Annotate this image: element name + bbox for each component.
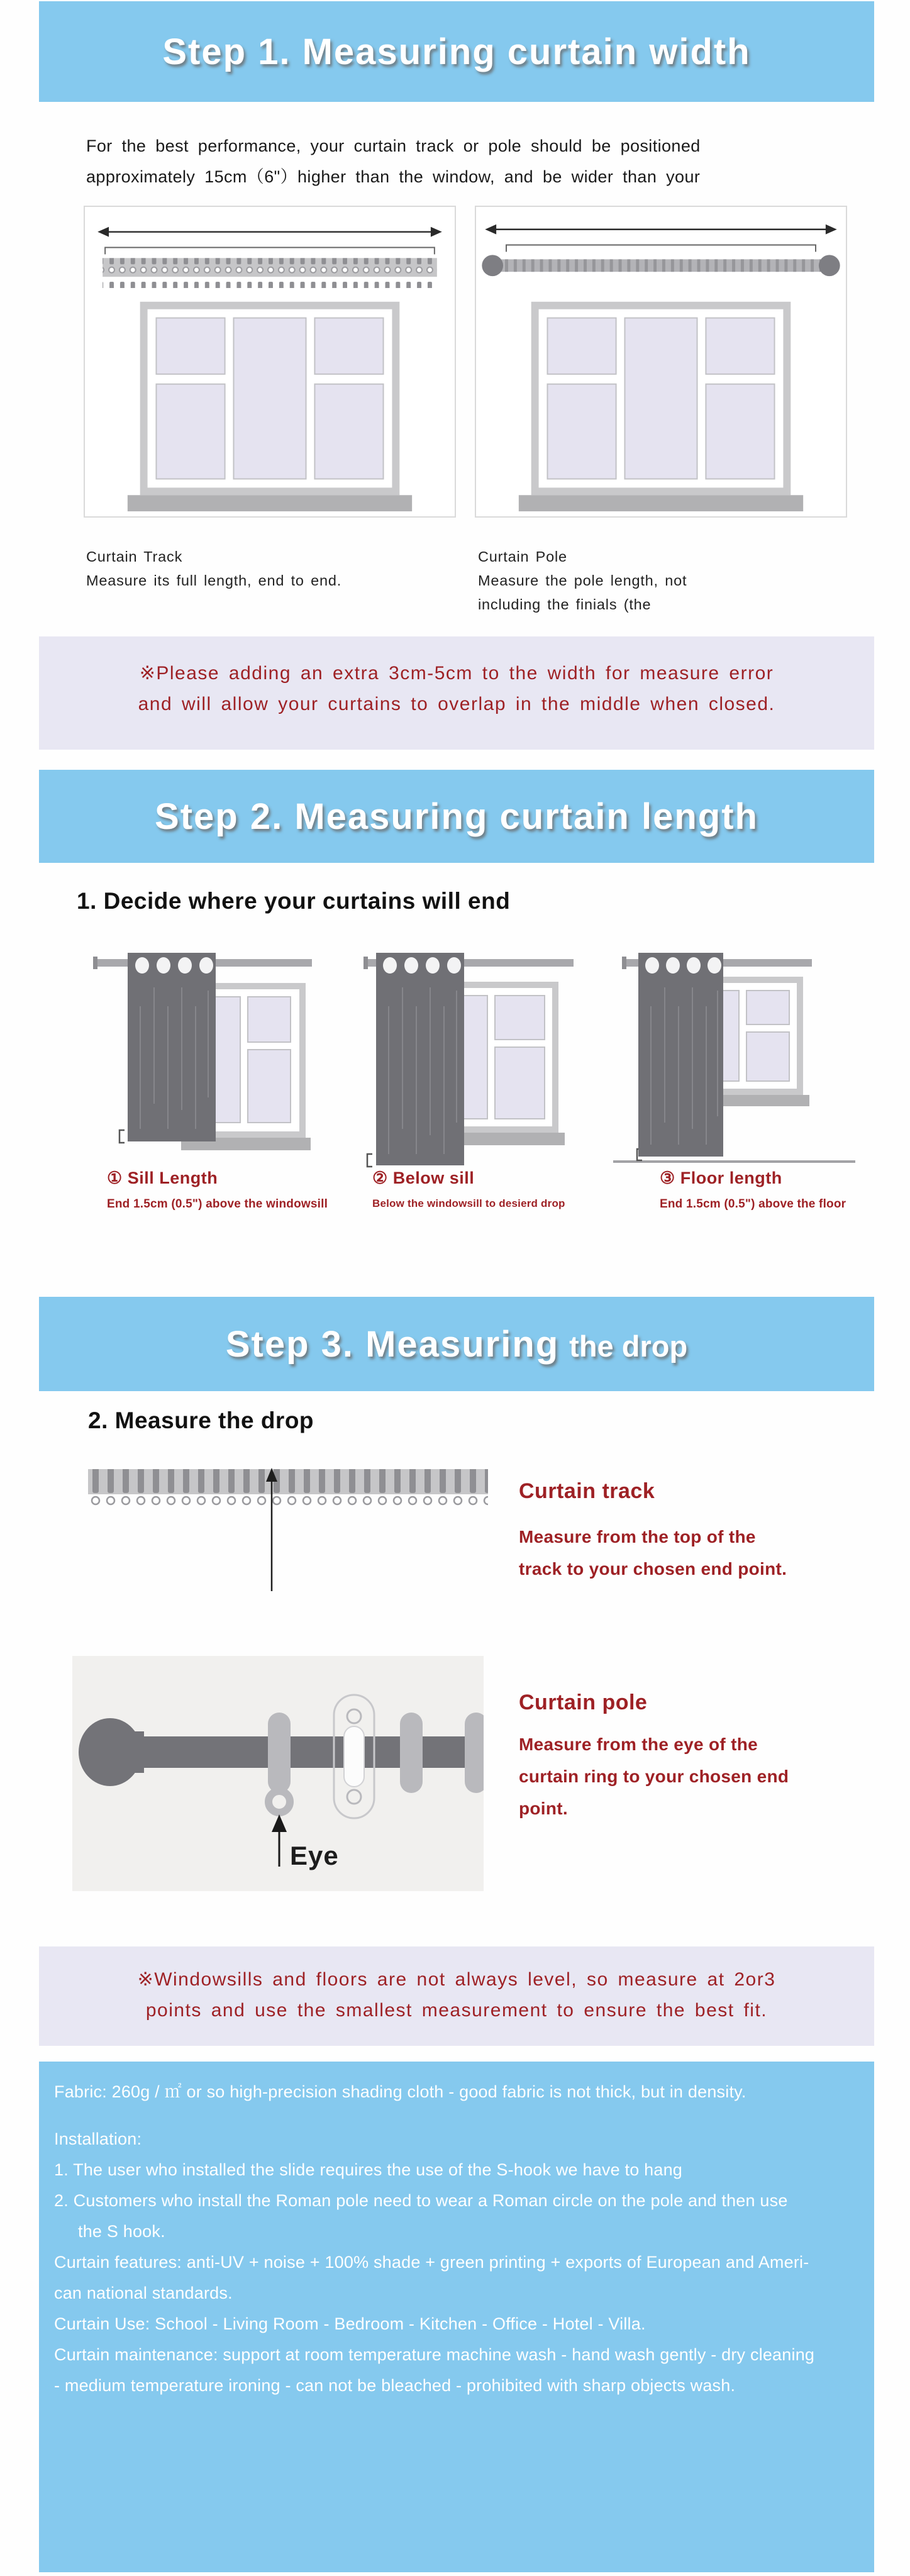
detail-maintenance: Curtain maintenance: support at room temperature machine wash - hand wash gently - dry cleaning <box>54 2345 815 2364</box>
curtain-pole-caption <box>478 545 687 616</box>
track-drop-illustration <box>88 1465 488 1597</box>
step1-intro <box>86 131 872 192</box>
detail-use: Curtain Use: School - Living Room - Bedroom - Kitchen - Office - Hotel - Villa. <box>54 2314 646 2333</box>
step1-banner <box>39 1 874 102</box>
detail-fabric: Fabric: 260g / ㎡ or so high-precision shading cloth - good fabric is not thick, but in density. <box>54 2082 746 2101</box>
step3-title-sub: the drop <box>569 1329 688 1363</box>
width-note-line1: ※Please adding an extra 3cm-5cm to the width for measure error <box>139 663 774 684</box>
level-note-line1: ※Windowsills and floors are not always level, so measure at 2or3 <box>137 1969 776 1990</box>
step2-banner <box>39 770 874 863</box>
curtain-pole-caption-title: Curtain Pole <box>478 548 567 565</box>
curtain-track-caption-desc: Measure its full length, end to end. <box>86 572 342 589</box>
curtain-track-title: Curtain track <box>519 1479 655 1503</box>
track-desc-line1: Measure from the top of the <box>519 1527 756 1546</box>
window-with-track-illustration <box>85 207 455 516</box>
below-sill-label: ② Below sill <box>372 1169 475 1187</box>
level-note-line2: points and use the smallest measurement to ensure the best fit. <box>145 2000 768 2021</box>
intro-line-1: For the best performance, your curtain track or pole should be positioned <box>86 136 701 155</box>
pole-desc-line1: Measure from the eye of the <box>519 1735 758 1754</box>
curtain-track-desc <box>519 1521 787 1585</box>
below-sill-desc: Below the windowsill to desierd drop <box>372 1197 565 1209</box>
curtain-pole-caption-desc2: including the finials (the <box>478 596 652 613</box>
step3-banner <box>39 1297 874 1391</box>
detail-installation-2: 2. Customers who install the Roman pole need to wear a Roman circle on the pole and then use <box>54 2191 788 2210</box>
sill-length-desc: End 1.5cm (0.5") above the windowsill <box>107 1197 328 1211</box>
curtain-pole-diagram-box <box>475 206 847 518</box>
track-drop-diagram <box>88 1465 488 1597</box>
curtain-pole-caption-desc1: Measure the pole length, not <box>478 572 687 589</box>
below-sill-illustration <box>363 947 580 1168</box>
curtain-pole-title: Curtain pole <box>519 1690 648 1714</box>
sill-length-label: ① Sill Length <box>107 1169 218 1187</box>
below-sill-diagram <box>363 947 580 1168</box>
floor-length-label: ③ Floor length <box>660 1169 782 1187</box>
detail-features-cont: can national standards. <box>54 2284 233 2302</box>
step1-title: Step 1. Measuring curtain width <box>162 31 751 72</box>
step2-title: Step 2. Measuring curtain length <box>155 796 758 837</box>
window-with-pole-illustration <box>476 207 846 516</box>
intro-line-2: approximately 15cm（6"）higher than the window, and be wider than your <box>86 167 701 186</box>
detail-installation-2b: the S hook. <box>78 2222 165 2241</box>
detail-installation-1: 1. The user who installed the slide requires the use of the S-hook we have to hang <box>54 2160 683 2179</box>
step3-title-main: Step 3. Measuring <box>225 1323 560 1365</box>
step2-heading: 1. Decide where your curtains will end <box>77 888 511 914</box>
track-desc-line2: track to your chosen end point. <box>519 1559 787 1579</box>
level-measure-note <box>39 1946 874 2046</box>
detail-features: Curtain features: anti-UV + noise + 100% shade + green printing + exports of European and Ameri- <box>54 2253 809 2272</box>
step3-heading: 2. Measure the drop <box>88 1407 314 1433</box>
curtain-track-caption-title: Curtain Track <box>86 548 183 565</box>
width-measure-note <box>39 636 874 750</box>
width-note-line2: and will allow your curtains to overlap in the middle when closed. <box>138 694 775 714</box>
eye-label: Eye <box>290 1841 339 1870</box>
curtain-track-diagram-box <box>84 206 456 518</box>
pole-drop-diagram <box>72 1656 484 1891</box>
floor-length-illustration <box>613 947 855 1168</box>
product-details-block <box>39 2062 874 2572</box>
detail-maintenance-cont: - medium temperature ironing - can not be bleached - prohibited with sharp objects wash. <box>54 2376 736 2395</box>
step3-title <box>226 1323 687 1365</box>
curtain-track-caption <box>86 545 341 592</box>
pole-desc-line3: point. <box>519 1799 568 1818</box>
floor-length-desc: End 1.5cm (0.5") above the floor <box>660 1197 846 1211</box>
pole-desc-line2: curtain ring to your chosen end <box>519 1767 789 1786</box>
floor-length-diagram <box>613 947 855 1168</box>
sill-length-diagram <box>93 947 327 1168</box>
curtain-pole-desc <box>519 1728 789 1824</box>
detail-installation-heading: Installation: <box>54 2129 142 2148</box>
pole-drop-illustration <box>72 1656 484 1891</box>
sill-length-illustration <box>93 947 327 1168</box>
